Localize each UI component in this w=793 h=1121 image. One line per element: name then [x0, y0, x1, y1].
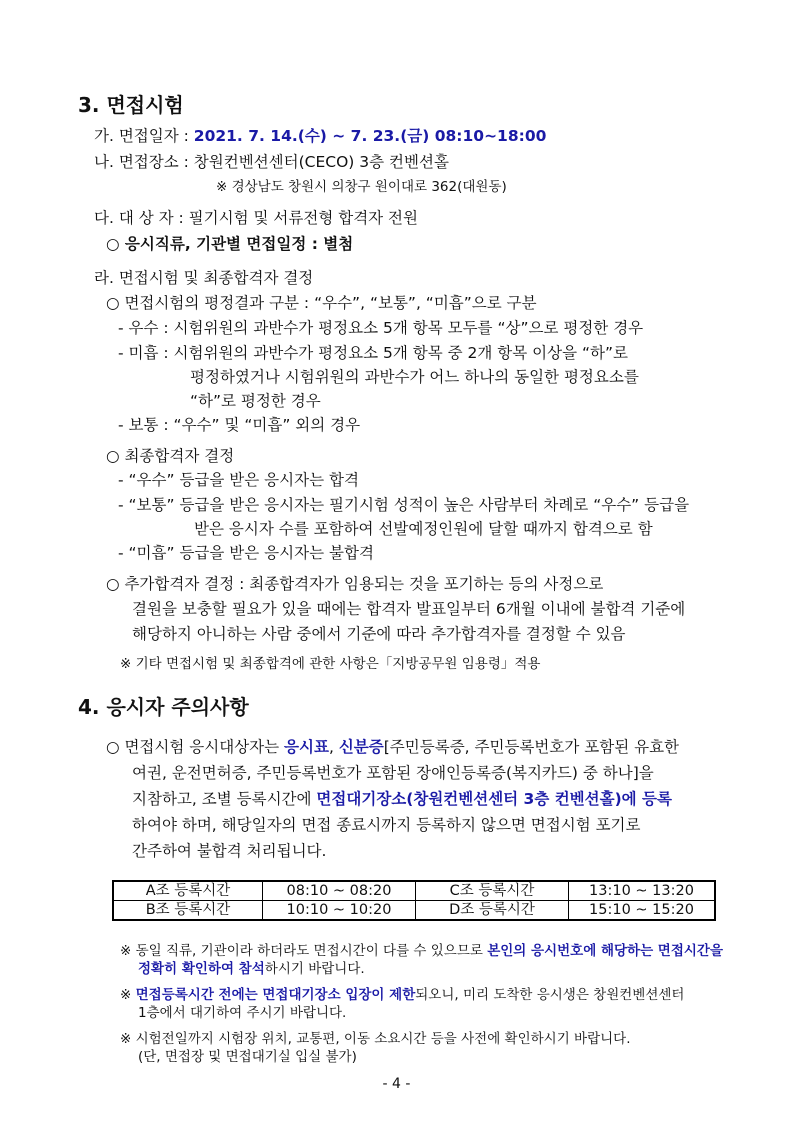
final-normal-2: 받은 응시자 수를 포함하여 선발예정인원에 달할 때까지 합격으로 함 — [194, 520, 653, 538]
table-row — [113, 881, 715, 901]
note-2-line-2: 1층에서 대기하여 주시기 바랍니다. — [138, 1005, 347, 1021]
table-cell: A조 등록시간 — [113, 881, 263, 901]
section-3-title: 3. 면접시험 — [78, 93, 184, 117]
table-cell: 15:10 ~ 15:20 — [569, 901, 716, 921]
extra-pass-2: 결원을 보충할 필요가 있을 때에는 합격자 발표일부터 6개월 이내에 불합격 기준에 — [132, 600, 686, 618]
notice-line-2: 여권, 운전면허증, 주민등록번호가 포함된 장애인등록증(복지카드) 중 하나]을 — [132, 764, 654, 782]
section-4-title: 4. 응시자 주의사항 — [78, 695, 249, 719]
extra-pass-1: ○ 추가합격자 결정 : 최종합격자가 임용되는 것을 포기하는 등의 사정으로 — [106, 575, 604, 593]
notice-line-4: 하여야 하며, 해당일자의 면접 종료시까지 등록하지 않으면 면접시험 포기로 — [132, 816, 641, 834]
notice-text: [주민등록증, 주민등록번호가 포함된 유효한 — [383, 738, 680, 756]
eval-poor-1: - 미흡 : 시험위원의 과반수가 평정요소 5개 항목 중 2개 항목 이상을 “하”로 — [118, 344, 628, 362]
interview-date — [94, 126, 546, 146]
table-row — [113, 901, 715, 921]
final-poor: - “미흡” 등급을 받은 응시자는 불합격 — [118, 544, 374, 562]
interview-place: 나. 면접장소 : 창원컨벤션센터(CECO) 3층 컨벤션홀 — [94, 153, 449, 171]
note-highlight: 정확히 확인하여 참석 — [138, 961, 265, 977]
note-highlight: 면접등록시간 전에는 면접대기장소 입장이 제한 — [135, 987, 416, 1003]
final-normal-1: - “보통” 등급을 받은 응시자는 필기시험 성적이 높은 사람부터 차례로 “우수” 등급을 — [118, 496, 690, 514]
note-text: 되오니, 미리 도착한 응시생은 창원컨벤션센터 — [415, 987, 685, 1003]
interview-schedule: ○ 응시직류, 기관별 면접일정 : 별첨 — [106, 235, 354, 253]
regulation-note: ※ 기타 면접시험 및 최종합격에 관한 사항은「지방공무원 임용령」적용 — [120, 656, 541, 672]
id-card-highlight: 신분증 — [338, 738, 384, 756]
waiting-room-highlight: 면접대기장소(창원컨벤션센터 3층 컨벤션홀)에 등록 — [316, 790, 672, 808]
note-highlight: 본인의 응시번호에 해당하는 면접시간을 — [487, 943, 724, 959]
table-cell: B조 등록시간 — [113, 901, 263, 921]
table-cell: 13:10 ~ 13:20 — [569, 881, 716, 901]
note-1-line-2 — [138, 960, 365, 978]
interview-date-label: 가. 면접일자 : — [94, 127, 194, 145]
final-heading: ○ 최종합격자 결정 — [106, 447, 235, 465]
page-number: - 4 - — [382, 1076, 411, 1092]
eval-normal: - 보통 : “우수” 및 “미흡” 외의 경우 — [118, 416, 361, 434]
note-text: 하시기 바랍니다. — [264, 961, 365, 977]
notice-line-1 — [106, 737, 679, 757]
interview-address: ※ 경상남도 창원시 의창구 원이대로 362(대원동) — [216, 179, 507, 195]
final-excellent: - “우수” 등급을 받은 응시자는 합격 — [118, 471, 359, 489]
note-text: ※ 동일 직류, 기관이라 하더라도 면접시간이 다를 수 있으므로 — [120, 943, 488, 959]
table-cell: C조 등록시간 — [416, 881, 569, 901]
interview-date-value: 2021. 7. 14.(수) ~ 7. 23.(금) 08:10~18:00 — [193, 127, 547, 145]
notice-text: ○ 면접시험 응시대상자는 — [106, 738, 285, 756]
note-2-line-1 — [120, 986, 684, 1004]
note-text: ※ — [120, 987, 136, 1003]
note-3-line-2: (단, 면접장 및 면접대기실 입실 불가) — [138, 1049, 357, 1065]
note-1-line-1 — [120, 942, 723, 960]
notice-line-5: 간주하여 불합격 처리됩니다. — [132, 842, 327, 860]
eval-excellent: - 우수 : 시험위원의 과반수가 평정요소 5개 항목 모두를 “상”으로 평정한 경우 — [118, 319, 644, 337]
table-cell: 10:10 ~ 10:20 — [263, 901, 416, 921]
notice-comma: , — [328, 738, 339, 756]
table-cell: D조 등록시간 — [416, 901, 569, 921]
eval-categories: ○ 면접시험의 평정결과 구분 : “우수”, “보통”, “미흡”으로 구분 — [106, 294, 537, 312]
notice-text: 지참하고, 조별 등록시간에 — [132, 790, 317, 808]
table-cell: 08:10 ~ 08:20 — [263, 881, 416, 901]
extra-pass-3: 해당하지 아니하는 사람 중에서 기준에 따라 추가합격자를 결정할 수 있음 — [132, 625, 626, 643]
decision-heading: 라. 면접시험 및 최종합격자 결정 — [94, 269, 314, 287]
exam-ticket-highlight: 응시표 — [284, 738, 329, 756]
note-3-line-1: ※ 시험전일까지 시험장 위치, 교통편, 이동 소요시간 등을 사전에 확인하시기 바랍니다. — [120, 1031, 631, 1047]
notice-line-3 — [132, 789, 672, 809]
eval-poor-2: 평정하였거나 시험위원의 과반수가 어느 하나의 동일한 평정요소를 — [190, 368, 639, 386]
eval-poor-3: “하”로 평정한 경우 — [190, 392, 321, 410]
interview-target: 다. 대 상 자 : 필기시험 및 서류전형 합격자 전원 — [94, 209, 419, 227]
registration-time-table — [112, 880, 716, 921]
